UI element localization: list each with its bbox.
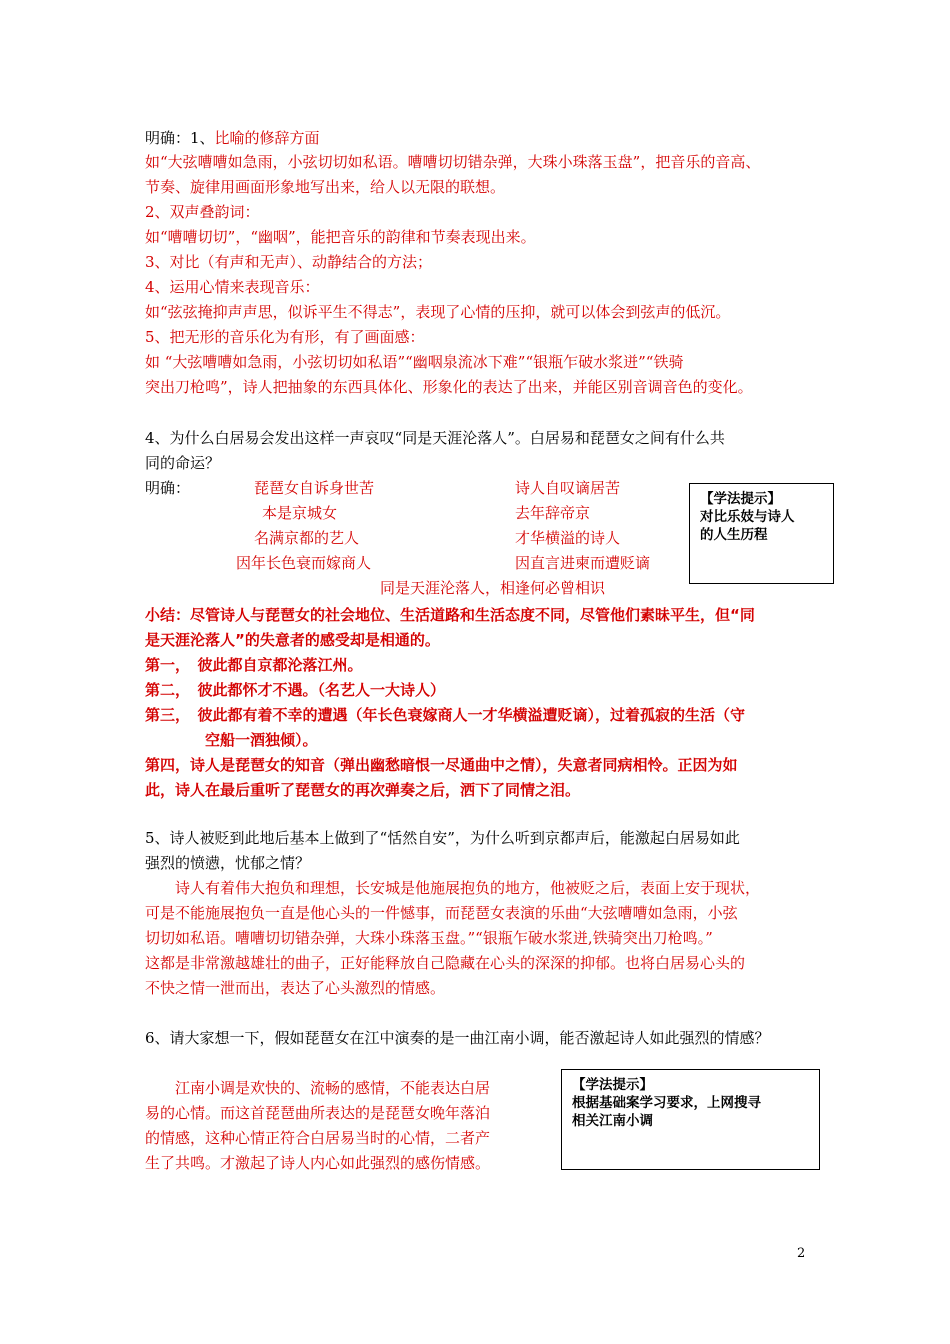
s6-question: 6、请大家想一下，假如琵琶女在江中演奏的是一曲江南小调，能否激起诗人如此强烈的情感？ [145, 1029, 770, 1047]
summary-line: 空船一酒独倾）。 [145, 731, 318, 749]
s3-line-3: 节奏、旋律用画面形象地写出来，给人以无限的联想。 [145, 178, 506, 196]
left-col-item: 本是京城女 [262, 504, 338, 522]
summary-line: 第四，诗人是琵琶女的知音（弹出幽愁暗恨一尽通曲中之情），失意者同病相怜。正因为如 [145, 756, 738, 774]
s5-answer-line: 可是不能施展抱负一直是他心头的一件憾事，而琵琶女表演的乐曲“大弦嘈嘈如急雨，小弦 [145, 904, 738, 922]
summary-line: 小结：尽管诗人与琵琶女的社会地位、生活道路和生活态度不同，尽管他们素昧平生，但“同 [145, 606, 755, 624]
study-tip-box-2 [561, 1069, 820, 1170]
right-col-item: 诗人自叹谪居苦 [515, 479, 621, 497]
left-col-item: 琵琶女自诉身世苦 [254, 479, 375, 497]
s6-answer-line: 生了共鸣。才激起了诗人内心如此强烈的感伤情感。 [145, 1154, 491, 1172]
tip-title: 【学法提示】 [572, 1077, 653, 1093]
s3-line-2: 如“大弦嘈嘈如急雨，小弦切切如私语。嘈嘈切切错杂弹，大珠小珠落玉盘”，把音乐的音高、 [145, 153, 761, 171]
s6-answer-line: 江南小调是欢快的、流畅的感情，不能表达白居 [145, 1079, 491, 1097]
summary-line: 此，诗人在最后重听了琵琶女的再次弹奏之后，洒下了同情之泪。 [145, 781, 581, 799]
study-tip-box-1 [689, 483, 834, 584]
summary-line: 第一， 彼此都自京都沦落江州。 [145, 656, 363, 674]
right-col-item: 去年辞帝京 [515, 504, 591, 522]
s5-answer-line: 诗人有着伟大抱负和理想，长安城是他施展抱负的地方，他被贬之后，表面上安于现状， [145, 879, 761, 897]
comparison-conclusion: 同是天涯沦落人，相逢何必曾相识 [380, 579, 606, 597]
s3-line-7: 4、运用心情来表现音乐： [145, 278, 320, 296]
tip-title: 【学法提示】 [700, 491, 781, 507]
s4-question-1: 4、为什么白居易会发出这样一声哀叹“同是天涯沦落人”。白居易和琵琶女之间有什么共 [145, 429, 725, 447]
left-col-item: 因年长色衰而嫁商人 [236, 554, 372, 572]
right-col-item: 因直言进柬而遭贬谪 [515, 554, 651, 572]
s3-line-4: 2、双声叠韵词： [145, 203, 260, 221]
s6-answer-line: 易的心情。而这首琵琶曲所表达的是琵琶女晚年落泊 [145, 1104, 491, 1122]
s3-line-6: 3、对比（有声和无声）、动静结合的方法； [145, 253, 433, 271]
s3-line-10: 如 “大弦嘈嘈如急雨，小弦切切如私语”“幽咽泉流冰下难”“银瓶乍破水浆迸”“铁骑 [145, 353, 684, 371]
s6-answer-line: 的情感，这种心情正符合白居易当时的心情，二者产 [145, 1129, 491, 1147]
tip-line: 的人生历程 [700, 527, 768, 543]
s5-question-1: 5、诗人被贬到此地后基本上做到了“恬然自安”，为什么听到京都声后，能激起白居易如此 [145, 829, 740, 847]
tip-line: 对比乐妓与诗人 [700, 509, 795, 525]
page-number: 2 [797, 1246, 806, 1261]
s3-line-1: 明确：1、比喻的修辞方面 [145, 129, 320, 147]
summary-line: 第三， 彼此都有着不幸的遭遇（年长色衰嫁商人一才华横溢遭贬谪），过着孤寂的生活（守 [145, 706, 746, 724]
s5-answer-line: 切切如私语。嘈嘈切切错杂弹，大珠小珠落玉盘。”“银瓶乍破水浆迸,铁骑突出刀枪鸣。” [145, 929, 713, 947]
s3-line-8: 如“弦弦掩抑声声思，似诉平生不得志”，表现了心情的压抑，就可以体会到弦声的低沉。 [145, 303, 731, 321]
s3-line-11: 突出刀枪鸣”，诗人把抽象的东西具体化、形象化的表达了出来，并能区别音调音色的变化。 [145, 378, 753, 396]
summary-line: 第二， 彼此都怀才不遇。（名艺人一大诗人） [145, 681, 446, 699]
s5-answer-line: 这都是非常激越雄壮的曲子，正好能释放自己隐藏在心头的深深的抑郁。也将白居易心头的 [145, 954, 746, 972]
s3-line-5: 如“嘈嘈切切”，“幽咽”，能把音乐的韵律和节奏表现出来。 [145, 228, 536, 246]
s3-line-9: 5、把无形的音乐化为有形，有了画面感： [145, 328, 425, 346]
right-col-item: 才华横溢的诗人 [515, 529, 621, 547]
tip-line: 相关江南小调 [572, 1113, 653, 1129]
left-col-item: 名满京都的艺人 [254, 529, 360, 547]
tip-line: 根据基础案学习要求，上网搜寻 [572, 1095, 761, 1111]
summary-line: 是天涯沦落人”的失意者的感受却是相通的。 [145, 631, 440, 649]
s5-answer-line: 不快之情一泄而出，表达了心头激烈的情感。 [145, 979, 446, 997]
s5-question-2: 强烈的愤懑，忧郁之情？ [145, 854, 311, 872]
s4-answer-label: 明确： [145, 479, 191, 497]
s4-question-2: 同的命运？ [145, 454, 221, 472]
